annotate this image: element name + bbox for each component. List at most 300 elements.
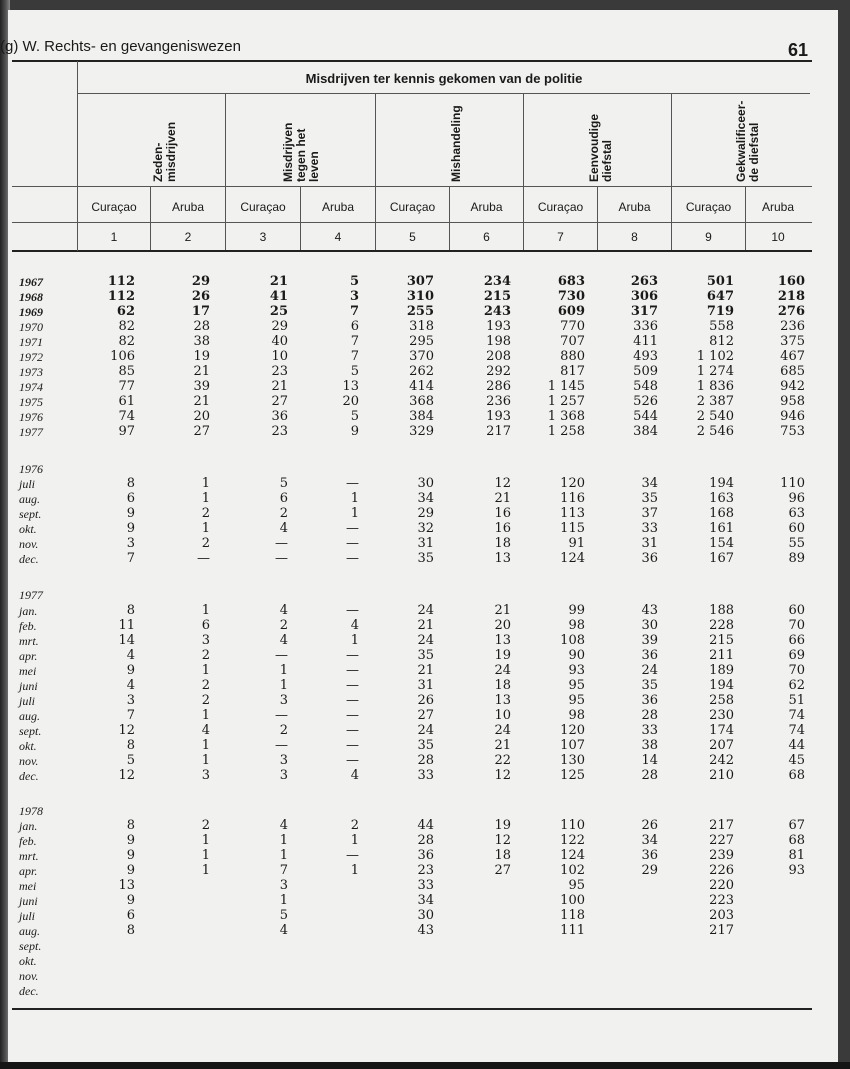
table-cell: 32 [417,521,434,536]
table-cell: — [346,536,359,551]
table-cell: 8 [126,738,135,753]
table-cell: 34 [641,833,658,848]
table-cell: 27 [193,424,210,439]
table-cell: 414 [409,379,434,394]
region-header: Curaçao [685,200,732,214]
row-label: okt. [19,954,37,968]
table-cell: 336 [633,319,658,334]
table-cell: 62 [788,678,805,693]
table-cell: 2 [201,506,210,521]
table-cell: 5 [350,364,359,379]
row-label: jan. [19,604,38,618]
table-cell: 4 [350,618,359,633]
table-cell: 3 [279,753,288,768]
row-label: nov. [19,754,39,768]
table-cell: 9 [126,663,135,678]
table-cell: 22 [494,753,511,768]
table-cell: 21 [494,738,511,753]
table-cell: 7 [350,334,359,349]
table-cell: 61 [118,394,135,409]
row-label: juli [19,694,36,708]
table-cell: 1 102 [696,349,734,364]
table-cell: 97 [118,424,135,439]
table-cell: 4 [126,648,135,663]
table-cell: 27 [271,394,288,409]
table-cell: 28 [417,833,434,848]
table-cell: 770 [560,319,585,334]
table-cell: 467 [780,349,805,364]
table-cell: 4 [279,603,288,618]
row-label: mrt. [19,634,39,648]
table-cell: 306 [630,289,658,304]
region-header: Aruba [618,200,651,214]
table-cell: 66 [788,633,805,648]
table-cell: 82 [118,334,135,349]
table-cell: 124 [560,848,585,863]
table-cell: 45 [788,753,805,768]
table-cell: 2 [201,693,210,708]
table-cell: 210 [709,768,734,783]
group-title: Misdrijven ter kennis gekomen van de politie [305,71,583,86]
table-cell: 1 [350,491,359,506]
table-cell: — [346,648,359,663]
table-cell: 108 [560,633,585,648]
table-cell: 98 [568,618,585,633]
table-cell: 2 [201,678,210,693]
table-cell: 9 [126,893,135,908]
stub-divider [77,61,78,251]
row-label: okt. [19,522,37,536]
table-cell: 122 [560,833,585,848]
row-label: mei [19,664,37,678]
table-cell: 21 [417,618,434,633]
table-cell: 36 [641,693,658,708]
column-number: 7 [557,230,564,244]
table-cell: 208 [486,349,511,364]
table-cell: 276 [777,304,805,319]
column-number: 5 [409,230,416,244]
table-cell: 8 [126,923,135,938]
table-cell: 9 [126,863,135,878]
table-cell: 2 387 [696,394,734,409]
table-cell: 125 [560,768,585,783]
table-cell: 26 [191,289,210,304]
table-cell: 21 [269,274,288,289]
table-cell: 38 [193,334,210,349]
table-cell: 3 [279,768,288,783]
table-cell: 29 [271,319,288,334]
table-cell: 26 [417,693,434,708]
row-label: apr. [19,864,38,878]
table-cell: 20 [494,618,511,633]
table-cell: 3 [279,878,288,893]
table-cell: — [346,723,359,738]
table-cell: 93 [788,863,805,878]
table-cell: 24 [417,633,434,648]
table-cell: 2 [350,818,359,833]
table-cell: 1 [201,833,210,848]
table-cell: 39 [641,633,658,648]
table-cell: 2 546 [696,424,734,439]
table-cell: 3 [126,536,135,551]
table-cell: 91 [568,536,585,551]
table-cell: 2 [279,506,288,521]
table-cell: 203 [709,908,734,923]
table-cell: 1 [201,521,210,536]
table-cell: 28 [641,768,658,783]
category-header: Zeden- misdrijven [151,121,178,182]
row-label: 1973 [19,365,43,379]
table-cell: 817 [560,364,585,379]
table-cell: 19 [193,349,210,364]
row-label: dec. [19,552,39,566]
table-cell: 310 [406,289,434,304]
table-cell: 19 [494,818,511,833]
table-cell: 217 [709,818,734,833]
table-cell: 38 [641,738,658,753]
table-cell: 70 [788,618,805,633]
table-cell: 40 [271,334,288,349]
column-number: 10 [771,230,785,244]
table-cell: — [346,693,359,708]
region-header: Curaçao [537,200,584,214]
table-cell: — [275,708,288,723]
table-cell: 1 258 [547,424,585,439]
table-cell: 1 [201,738,210,753]
table-cell: 211 [709,648,734,663]
table-cell: 55 [788,536,805,551]
table-cell: 215 [709,633,734,648]
table-cell: 30 [417,476,434,491]
region-header: Aruba [470,200,503,214]
table-cell: 3 [126,693,135,708]
table-cell: 63 [788,506,805,521]
table-cell: 24 [417,603,434,618]
table-cell: 10 [271,349,288,364]
table-cell: 193 [486,319,511,334]
table-cell: 36 [641,551,658,566]
table-cell: 609 [557,304,585,319]
table-cell: — [197,551,210,566]
table-cell: 13 [494,693,511,708]
table-cell: 25 [269,304,288,319]
row-label: 1978 [19,804,43,818]
table-cell: 99 [568,603,585,618]
table-cell: 33 [417,768,434,783]
table-cell: 215 [483,289,511,304]
table-cell: 77 [118,379,135,394]
table-cell: 370 [409,349,434,364]
row-label: nov. [19,537,39,551]
row-label: 1977 [19,588,43,602]
table-cell: 384 [409,409,434,424]
table-cell: 12 [494,833,511,848]
row-label: apr. [19,649,38,663]
table-cell: 329 [409,424,434,439]
table-cell: 90 [568,648,585,663]
table-cell: 8 [126,476,135,491]
table-cell: 21 [494,603,511,618]
row-label: mrt. [19,849,39,863]
row-label: feb. [19,619,37,633]
table-cell: 106 [110,349,135,364]
table-cell: — [346,708,359,723]
table-cell: 98 [568,708,585,723]
table-cell: 228 [709,618,734,633]
table-cell: 16 [494,521,511,536]
table-cell: 34 [641,476,658,491]
table-cell: 1 [201,863,210,878]
table-cell: 227 [709,833,734,848]
table-cell: 194 [709,476,734,491]
table-cell: 946 [780,409,805,424]
table-cell: 9 [126,848,135,863]
table-cell: 236 [486,394,511,409]
category-divider [523,93,524,250]
table-cell: 509 [633,364,658,379]
table-cell: 292 [486,364,511,379]
table-cell: 110 [780,476,805,491]
row-label: 1968 [19,290,43,304]
table-cell: 318 [409,319,434,334]
table-cell: 4 [279,521,288,536]
row-label: juni [19,894,38,908]
row-label: juli [19,909,36,923]
table-cell: 1 [201,708,210,723]
table-cell: 647 [706,289,734,304]
table-cell: 7 [126,551,135,566]
table-cell: — [275,648,288,663]
table-cell: 36 [641,648,658,663]
table-cell: 24 [417,723,434,738]
table-cell: 17 [191,304,210,319]
table-cell: 36 [417,848,434,863]
table-cell: 1 [279,833,288,848]
table-cell: 35 [641,491,658,506]
table-cell: 44 [417,818,434,833]
table-cell: 4 [350,768,359,783]
table-cell: 10 [494,708,511,723]
table-cell: 3 [349,289,359,304]
row-label: 1976 [19,462,43,476]
table-cell: 33 [417,878,434,893]
table-cell: 12 [494,768,511,783]
table-cell: 37 [641,506,658,521]
row-label: aug. [19,492,40,506]
section-title: (g) W. Rechts- en gevangeniswezen [0,38,241,55]
row-label: dec. [19,984,39,998]
table-cell: 14 [641,753,658,768]
table-cell: 20 [342,394,359,409]
table-cell: 707 [560,334,585,349]
table-cell: 258 [709,693,734,708]
table-cell: 1 [279,663,288,678]
category-header: Mishandeling [449,105,463,182]
table-cell: 60 [788,603,805,618]
table-cell: 39 [193,379,210,394]
row-label: jan. [19,819,38,833]
table-cell: 8 [126,818,135,833]
row-label: 1975 [19,395,43,409]
table-cell: 26 [641,818,658,833]
table-cell: 3 [279,693,288,708]
table-cell: 685 [780,364,805,379]
column-number: 8 [631,230,638,244]
table-cell: 112 [107,289,135,304]
row-label: aug. [19,924,40,938]
table-cell: 4 [279,923,288,938]
table-cell: 96 [788,491,805,506]
row-label: nov. [19,969,39,983]
table-cell: 812 [709,334,734,349]
column-number: 1 [110,230,118,244]
table-cell: 34 [417,893,434,908]
table-cell: 1 257 [547,394,585,409]
table-cell: 230 [709,708,734,723]
row-label: sept. [19,939,42,953]
table-cell: 41 [269,289,288,304]
table-cell: 13 [118,878,135,893]
table-cell: 28 [193,319,210,334]
row-label: feb. [19,834,37,848]
table-cell: 683 [557,274,585,289]
table-cell: 21 [193,394,210,409]
category-header: Misdrijven tegen het leven [281,122,321,182]
table-cell: 89 [788,551,805,566]
table-cell: 6 [126,908,135,923]
table-cell: 5 [279,476,288,491]
data-rule [12,250,812,252]
table-cell: 5 [279,908,288,923]
table-cell: 4 [279,818,288,833]
table-cell: — [346,551,359,566]
category-divider [375,93,376,250]
row-label: 1977 [19,425,43,439]
table-cell: 1 [279,893,288,908]
table-cell: 113 [560,506,585,521]
table-cell: 111 [560,923,585,938]
row-label: sept. [19,507,42,521]
table-cell: 2 [201,536,210,551]
table-cell: 226 [709,863,734,878]
table-cell: 34 [417,491,434,506]
table-cell: 3 [201,633,210,648]
table-cell: 8 [126,603,135,618]
table-cell: — [346,521,359,536]
table-cell: 68 [788,833,805,848]
table-cell: 6 [279,491,288,506]
table-cell: 307 [406,274,434,289]
table-cell: 544 [633,409,658,424]
table-cell: 4 [279,633,288,648]
row-label: 1969 [19,305,43,319]
column-number: 9 [705,230,712,244]
table-cell: 82 [118,319,135,334]
table-cell: 160 [777,274,805,289]
table-cell: 35 [417,551,434,566]
row-label: 1970 [19,320,43,334]
table-cell: 189 [709,663,734,678]
table-cell: 31 [417,678,434,693]
row-label: okt. [19,739,37,753]
table-cell: 107 [560,738,585,753]
table-cell: 384 [633,424,658,439]
table-cell: 31 [417,536,434,551]
table-cell: 30 [417,908,434,923]
table-cell: 23 [271,364,288,379]
table-cell: 220 [709,878,734,893]
table-cell: 35 [641,678,658,693]
table-cell: 255 [406,304,434,319]
table-cell: 95 [568,878,585,893]
table-cell: 13 [342,379,359,394]
table-cell: 1 [350,506,359,521]
table-cell: 1 368 [547,409,585,424]
table-cell: 120 [560,723,585,738]
subheader-rule [12,186,812,187]
table-cell: 958 [780,394,805,409]
table-cell: 5 [126,753,135,768]
row-label: mei [19,879,37,893]
table-cell: 317 [630,304,658,319]
region-header: Aruba [321,200,355,214]
row-label: 1976 [19,410,43,424]
table-cell: 9 [126,506,135,521]
table-cell: 12 [118,723,135,738]
table-cell: — [346,848,359,863]
table-cell: 9 [126,521,135,536]
row-label: juli [19,477,36,491]
table-cell: 174 [709,723,734,738]
table-cell: 6 [201,618,210,633]
table-cell: 68 [788,768,805,783]
table-cell: 100 [560,893,585,908]
table-cell: 130 [560,753,585,768]
table-cell: — [275,536,288,551]
table-cell: 24 [641,663,658,678]
table-cell: 24 [494,723,511,738]
column-number: 3 [259,230,267,244]
table-cell: 2 [279,618,288,633]
table-cell: 85 [118,364,135,379]
table-cell: 2 [279,723,288,738]
table-cell: — [275,738,288,753]
table-cell: — [346,678,359,693]
table-cell: 7 [126,708,135,723]
table-cell: 43 [417,923,434,938]
table-cell: 67 [788,818,805,833]
table-cell: 18 [494,678,511,693]
table-cell: 4 [126,678,135,693]
table-cell: 21 [271,379,288,394]
table-cell: 74 [788,723,805,738]
table-cell: 18 [494,848,511,863]
table-cell: 5 [349,274,359,289]
region-header: Curaçao [240,200,286,214]
table-cell: 12 [118,768,135,783]
table-cell: 29 [417,506,434,521]
table-cell: 1 [350,633,359,648]
row-label: aug. [19,709,40,723]
table-cell: 548 [633,379,658,394]
table-cell: 1 [350,863,359,878]
table-cell: 35 [417,648,434,663]
table-cell: 1 [201,753,210,768]
table-cell: 239 [709,848,734,863]
colnum-rule [12,222,812,223]
table-cell: 95 [568,693,585,708]
table-cell: 375 [780,334,805,349]
